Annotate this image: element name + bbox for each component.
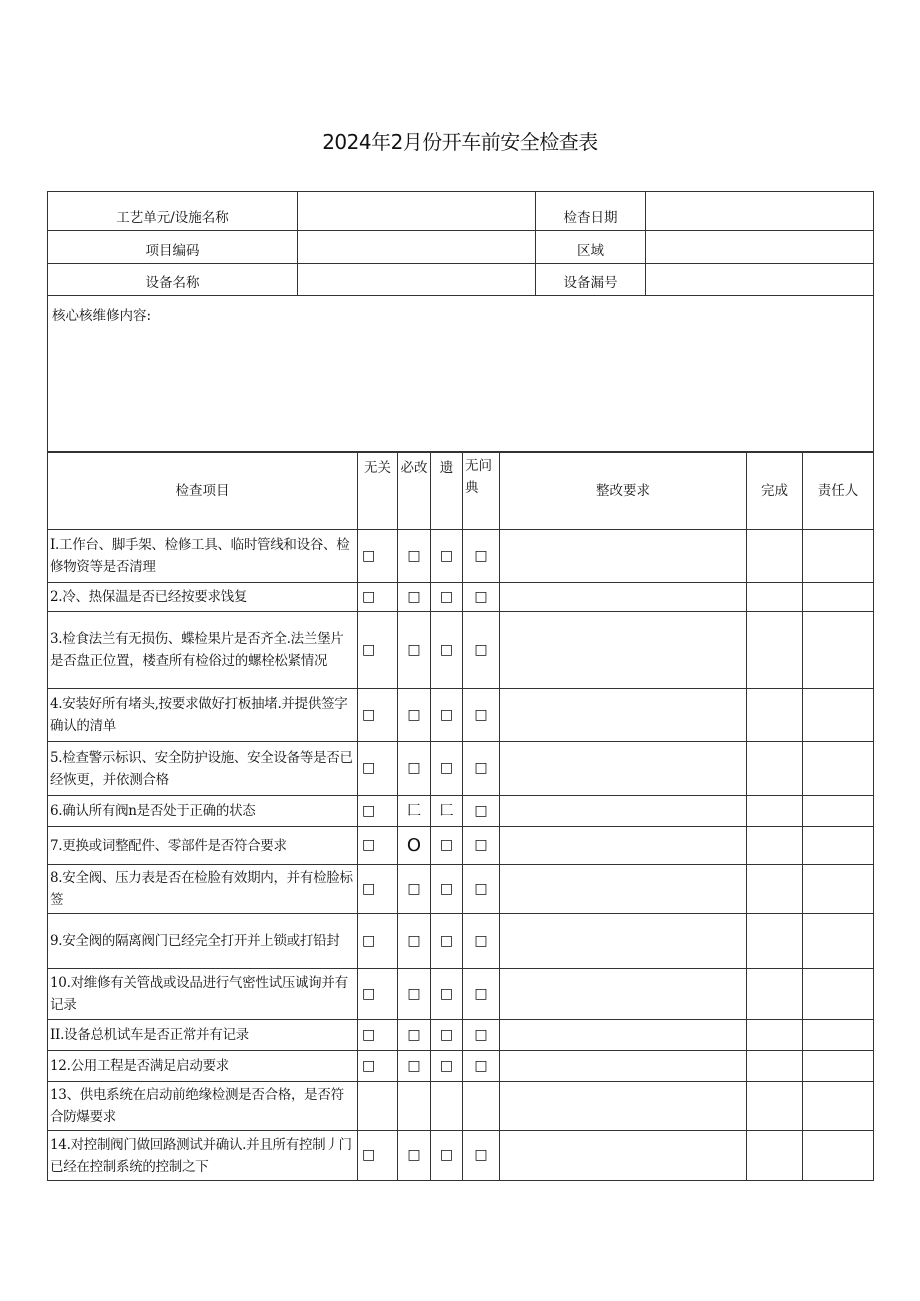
checkbox-wuguan[interactable]: □ — [358, 865, 398, 914]
checkbox-yi[interactable]: □ — [431, 530, 463, 583]
done-field[interactable] — [747, 1082, 803, 1131]
checkbox-yi[interactable]: □ — [431, 865, 463, 914]
checkbox-wuguan[interactable]: □ — [358, 583, 398, 612]
check-date-label: 检杳日期 — [536, 192, 646, 231]
checkbox-bigai[interactable]: □ — [398, 1051, 431, 1082]
checkbox-yi[interactable]: □ — [431, 612, 463, 689]
owner-field[interactable] — [803, 796, 874, 827]
core-maintenance-field[interactable] — [48, 296, 874, 452]
requirement-field[interactable] — [500, 1082, 747, 1131]
checkbox-bigai[interactable]: 匚 — [398, 796, 431, 827]
checkbox-wuwen[interactable]: □ — [463, 1020, 500, 1051]
checkbox-wuguan[interactable]: □ — [358, 612, 398, 689]
checkbox-bigai[interactable]: O — [398, 827, 431, 865]
unit-name-label: 工艺单元/设施名称 — [48, 192, 298, 231]
checkbox-yi[interactable]: □ — [431, 1051, 463, 1082]
col-header-requirement: 整改要求 — [500, 453, 747, 530]
unit-name-field[interactable] — [298, 192, 536, 231]
checkbox-wuwen[interactable]: □ — [463, 583, 500, 612]
col-header-item: 检查项目 — [48, 453, 358, 530]
checkbox-bigai[interactable] — [398, 1082, 431, 1131]
item-text: 4.安装好所有堵头,按要求做好打板抽堵.并提供签字确认的清单 — [48, 689, 358, 742]
item-text: 12.公用工程是否满足启动要求 — [48, 1051, 358, 1082]
requirement-field[interactable] — [500, 1131, 747, 1181]
checkbox-wuwen[interactable]: □ — [463, 530, 500, 583]
checkbox-yi[interactable]: □ — [431, 1131, 463, 1181]
requirement-field[interactable] — [500, 1051, 747, 1082]
checkbox-wuguan[interactable]: □ — [358, 689, 398, 742]
item-text: 6.确认所有阀n是否处于正确的状态 — [48, 796, 358, 827]
owner-field[interactable] — [803, 1051, 874, 1082]
item-text: 3.检食法兰有无损伤、蝶检果片是否齐全.法兰堡片是否盘正位置，楼查所有检俗过的螺栓松紧情况 — [48, 612, 358, 689]
table-row — [48, 530, 874, 583]
checkbox-bigai[interactable]: □ — [398, 969, 431, 1020]
requirement-field[interactable] — [500, 796, 747, 827]
requirement-field[interactable] — [500, 914, 747, 969]
checkbox-wuguan[interactable]: □ — [358, 530, 398, 583]
checkbox-wuguan[interactable]: □ — [358, 1131, 398, 1181]
requirement-field[interactable] — [500, 583, 747, 612]
equipment-name-label: 设备名称 — [48, 264, 298, 296]
table-row — [48, 827, 874, 865]
checkbox-wuwen[interactable]: □ — [463, 969, 500, 1020]
done-field[interactable] — [747, 742, 803, 796]
requirement-field[interactable] — [500, 827, 747, 865]
owner-field[interactable] — [803, 612, 874, 689]
requirement-field[interactable] — [500, 689, 747, 742]
item-text: II.设备总机试车是否正常并有记录 — [48, 1020, 358, 1051]
checkbox-wuwen[interactable]: □ — [463, 1051, 500, 1082]
checkbox-yi[interactable]: 匚 — [431, 796, 463, 827]
area-label: 区域 — [536, 231, 646, 264]
page-title: 2024年2月份开车前安全检查表 — [322, 130, 598, 154]
done-field[interactable] — [747, 1051, 803, 1082]
done-field[interactable] — [747, 914, 803, 969]
done-field[interactable] — [747, 796, 803, 827]
checkbox-wuguan[interactable]: □ — [358, 827, 398, 865]
checkbox-wuguan[interactable]: □ — [358, 1020, 398, 1051]
checkbox-wuwen[interactable] — [463, 1082, 500, 1131]
checkbox-bigai[interactable]: □ — [398, 530, 431, 583]
owner-field[interactable] — [803, 1082, 874, 1131]
table-row — [48, 865, 874, 914]
checkbox-wuguan[interactable]: □ — [358, 796, 398, 827]
item-text: 14.对控制阀门做回路测试并确认.并且所有控制丿门已经在控制系统的控制之下 — [48, 1131, 358, 1181]
checkbox-yi[interactable]: □ — [431, 969, 463, 1020]
owner-field[interactable] — [803, 583, 874, 612]
checkbox-wuwen[interactable]: □ — [463, 612, 500, 689]
owner-field[interactable] — [803, 1020, 874, 1051]
col-header-bigai: 必改 — [398, 453, 431, 530]
requirement-field[interactable] — [500, 865, 747, 914]
checkbox-yi[interactable]: □ — [431, 742, 463, 796]
checkbox-wuguan[interactable]: □ — [358, 1051, 398, 1082]
table-row — [48, 689, 874, 742]
col-header-wuwen: 无问典 — [463, 453, 500, 530]
table-row — [48, 1131, 874, 1181]
table-row — [48, 1051, 874, 1082]
checkbox-bigai[interactable]: □ — [398, 1131, 431, 1181]
requirement-field[interactable] — [500, 530, 747, 583]
owner-field[interactable] — [803, 530, 874, 583]
table-row — [48, 612, 874, 689]
checkbox-yi[interactable]: □ — [431, 583, 463, 612]
core-maintenance-label: 核心核维修内容: — [52, 308, 152, 324]
area-field[interactable] — [646, 231, 874, 264]
checkbox-wuwen[interactable]: □ — [463, 914, 500, 969]
col-header-owner: 责任人 — [803, 453, 874, 530]
checkbox-wuwen[interactable]: □ — [463, 865, 500, 914]
requirement-field[interactable] — [500, 969, 747, 1020]
done-field[interactable] — [747, 865, 803, 914]
checkbox-wuguan[interactable]: □ — [358, 969, 398, 1020]
checklist-table — [47, 452, 874, 1181]
done-field[interactable] — [747, 612, 803, 689]
check-date-field[interactable] — [646, 192, 874, 231]
requirement-field[interactable] — [500, 612, 747, 689]
item-text: 9.安全阀的隔离阀门已经完全打开并上锁或打铅封 — [48, 914, 358, 969]
col-header-done: 完成 — [747, 453, 803, 530]
checkbox-bigai[interactable]: □ — [398, 865, 431, 914]
checkbox-wuguan[interactable]: □ — [358, 914, 398, 969]
checkbox-yi[interactable]: □ — [431, 689, 463, 742]
checkbox-wuguan[interactable]: □ — [358, 742, 398, 796]
checkbox-bigai[interactable]: □ — [398, 612, 431, 689]
checkbox-bigai[interactable]: □ — [398, 583, 431, 612]
done-field[interactable] — [747, 969, 803, 1020]
done-field[interactable] — [747, 583, 803, 612]
requirement-field[interactable] — [500, 1020, 747, 1051]
item-text: 8.安全阀、压力表是否在检脸有效期内，并有检脸标签 — [48, 865, 358, 914]
owner-field[interactable] — [803, 865, 874, 914]
owner-field[interactable] — [803, 969, 874, 1020]
owner-field[interactable] — [803, 914, 874, 969]
owner-field[interactable] — [803, 689, 874, 742]
item-text: 2.冷、热保温是否已经按要求饯复 — [48, 583, 358, 612]
col-header-yi: 遗 — [431, 453, 463, 530]
table-row — [48, 969, 874, 1020]
table-row — [48, 796, 874, 827]
checkbox-wuwen[interactable]: □ — [463, 689, 500, 742]
item-text: 10.对维修有关管战或设品进行气密性试压诚询并有记录 — [48, 969, 358, 1020]
checkbox-wuguan[interactable] — [358, 1082, 398, 1131]
checklist-header-row — [48, 453, 874, 530]
done-field[interactable] — [747, 1020, 803, 1051]
done-field[interactable] — [747, 827, 803, 865]
done-field[interactable] — [747, 689, 803, 742]
checkbox-wuwen[interactable]: □ — [463, 796, 500, 827]
header-info-table — [47, 191, 874, 452]
equipment-number-label: 设备漏号 — [536, 264, 646, 296]
checkbox-yi[interactable]: □ — [431, 827, 463, 865]
item-text: 7.更换或词整配件、零部件是否符合要求 — [48, 827, 358, 865]
owner-field[interactable] — [803, 742, 874, 796]
item-text: 5.检查警示标识、安全防护设施、安全设备等是否已经恢更，并依测合格 — [48, 742, 358, 796]
table-row — [48, 583, 874, 612]
checkbox-yi[interactable]: □ — [431, 914, 463, 969]
equipment-name-field[interactable] — [298, 264, 536, 296]
checkbox-bigai[interactable]: □ — [398, 742, 431, 796]
done-field[interactable] — [747, 1131, 803, 1181]
equipment-number-field[interactable] — [646, 264, 874, 296]
item-text: 13、供电系统在启动前绝缘检测是否合格，是否符合防爆要求 — [48, 1082, 358, 1131]
checkbox-yi[interactable]: □ — [431, 1020, 463, 1051]
checkbox-bigai[interactable]: □ — [398, 1020, 431, 1051]
checkbox-wuwen[interactable]: □ — [463, 1131, 500, 1181]
item-text: I.工作台、脚手架、检修工具、临时管线和设谷、检修物资等是否清理 — [48, 530, 358, 583]
project-code-label: 项目编码 — [48, 231, 298, 264]
checkbox-wuwen[interactable]: □ — [463, 742, 500, 796]
col-header-wuguan: 无关 — [358, 453, 398, 530]
done-field[interactable] — [747, 530, 803, 583]
table-row — [48, 742, 874, 796]
checkbox-bigai[interactable]: □ — [398, 914, 431, 969]
table-row — [48, 1082, 874, 1131]
table-row — [48, 914, 874, 969]
requirement-field[interactable] — [500, 742, 747, 796]
project-code-field[interactable] — [298, 231, 536, 264]
owner-field[interactable] — [803, 827, 874, 865]
checkbox-bigai[interactable]: □ — [398, 689, 431, 742]
checkbox-yi[interactable] — [431, 1082, 463, 1131]
checkbox-wuwen[interactable]: □ — [463, 827, 500, 865]
owner-field[interactable] — [803, 1131, 874, 1181]
table-row — [48, 1020, 874, 1051]
